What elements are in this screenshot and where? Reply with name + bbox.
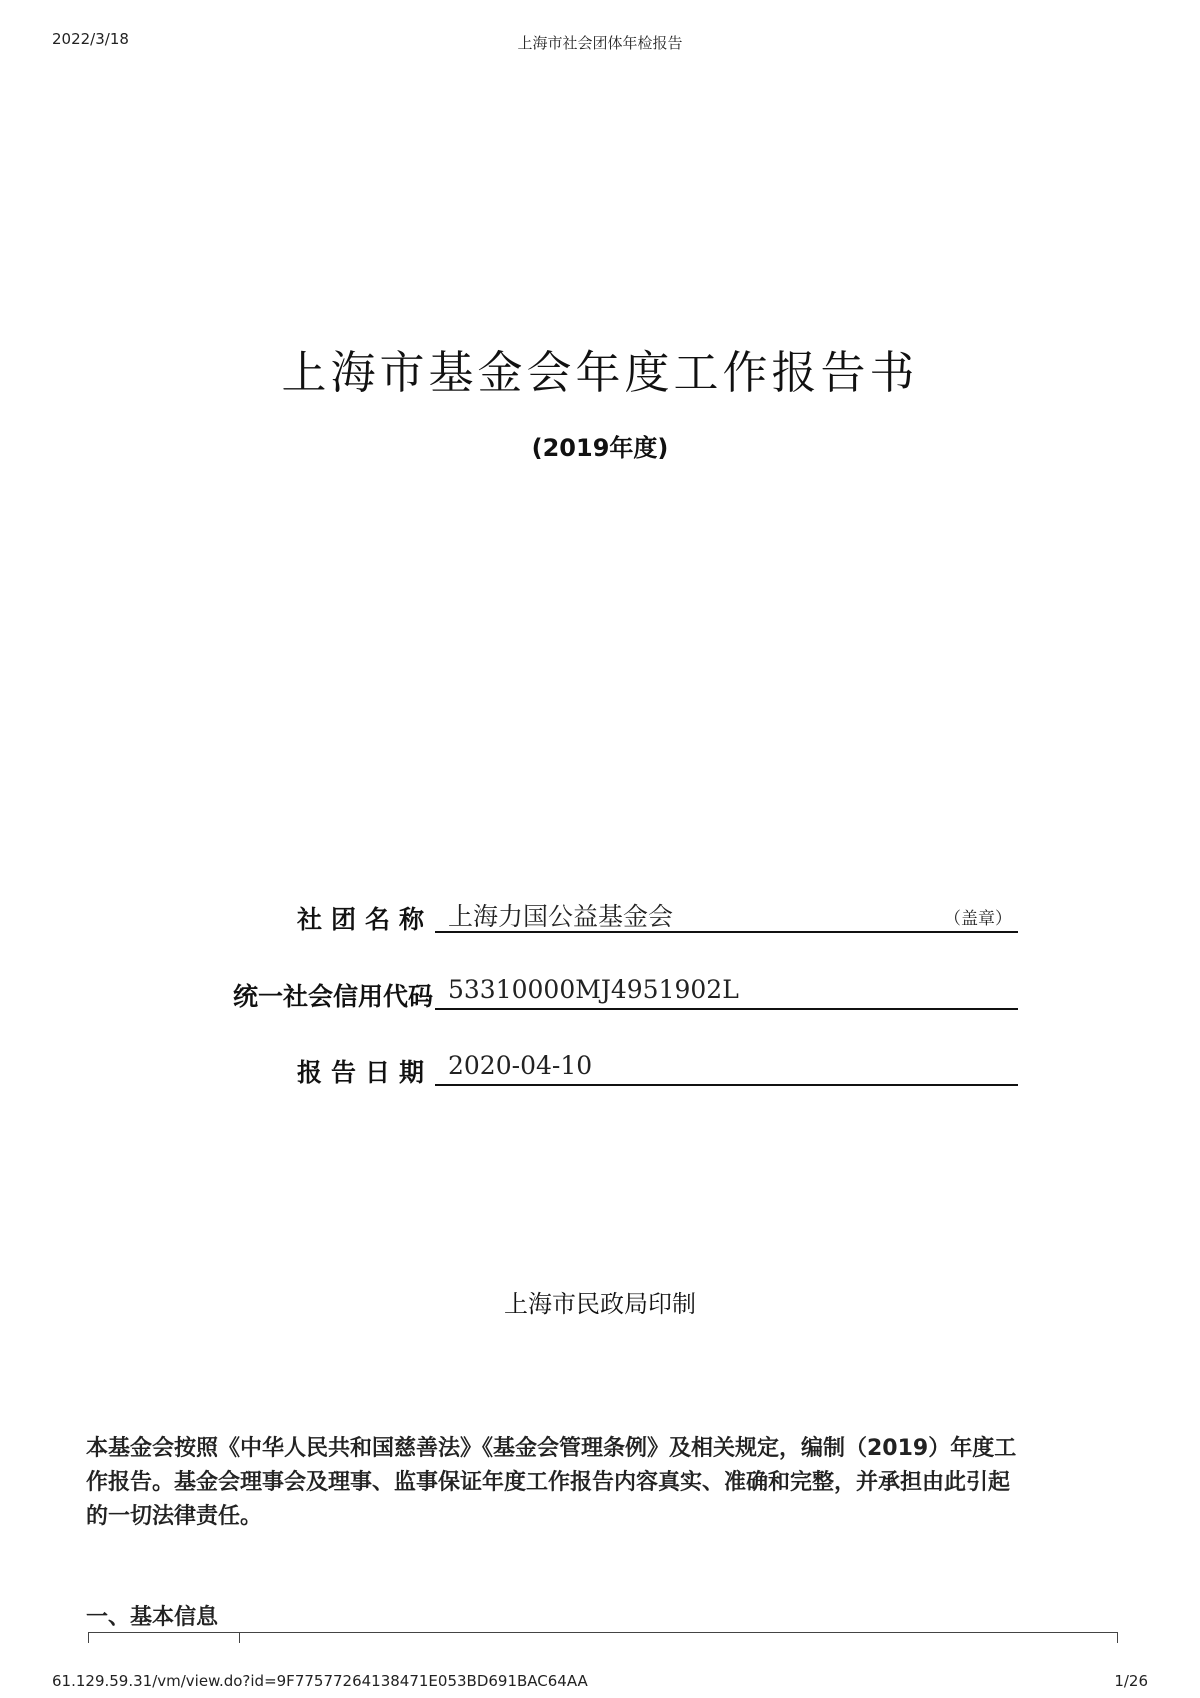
report-title: 上海市基金会年度工作报告书 xyxy=(281,346,919,399)
section-heading-basic-info: 一、基本信息 xyxy=(86,1605,219,1630)
report-date-underline xyxy=(435,1084,1018,1086)
report-date-label: 报告日期 xyxy=(296,1058,433,1087)
table-column-divider xyxy=(239,1632,240,1643)
credit-code-underline xyxy=(435,1008,1018,1010)
report-year: (2019年度) xyxy=(531,434,669,462)
table-right-edge xyxy=(1117,1632,1118,1643)
report-date-value: 2020-04-10 xyxy=(448,1051,593,1080)
page-number: 1/26 xyxy=(1114,1672,1148,1690)
print-url: 61.129.59.31/vm/view.do?id=9F77577264138471E053BD691BAC64AA xyxy=(52,1672,588,1690)
credit-code-value: 53310000MJ4951902L xyxy=(448,975,739,1004)
org-name-value: 上海力国公益基金会 xyxy=(448,902,674,931)
org-name-underline xyxy=(435,931,1018,933)
printed-by: 上海市民政局印制 xyxy=(504,1290,696,1318)
table-left-edge xyxy=(88,1632,89,1643)
credit-code-label: 统一社会信用代码 xyxy=(232,982,433,1011)
declaration-paragraph: 本基金会按照《中华人民共和国慈善法》《基金会管理条例》及相关规定，编制（2019）年度工作报告。基金会理事会及理事、监事保证年度工作报告内容真实、准确和完整，并承担由此引起的一切法律责任。 xyxy=(86,1436,1017,1529)
print-date: 2022/3/18 xyxy=(52,30,129,48)
seal-note: （盖章） xyxy=(944,909,1012,929)
print-page-title: 上海市社会团体年检报告 xyxy=(517,34,683,52)
org-name-label: 社团名称 xyxy=(296,905,433,934)
table-top-border xyxy=(88,1632,1118,1633)
